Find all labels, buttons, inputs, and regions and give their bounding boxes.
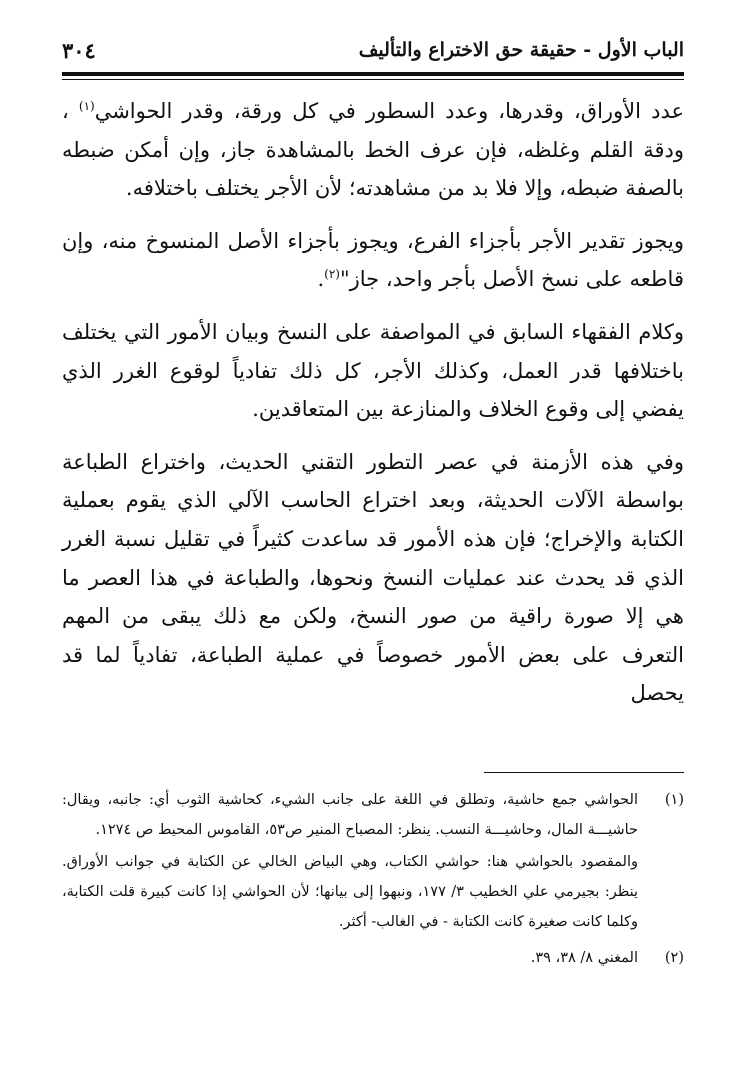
paragraph-2-text-b: . <box>317 267 325 292</box>
paragraph-1-text-b: ، ودقة القلم وغلظه، فإن عرف الخط بالمشاهدة جاز، وإن أمكن ضبطه بالصفة ضبطه، وإلا فلا بد من مشاهدته؛ لأن الأجر يختلف باختلافه. <box>62 99 684 201</box>
paragraph-2 <box>62 222 684 299</box>
footnote-ref-2[interactable]: (٢) <box>324 267 340 282</box>
running-header <box>62 28 684 72</box>
footnote-number-2: (٢) <box>664 950 684 966</box>
paragraph-2-text-a: ويجوز تقدير الأجر بأجزاء الفرع، ويجوز بأجزاء الأصل المنسوخ منه، وإن قاطعه على نسخ الأصل بأجر واحد، جاز" <box>62 228 684 292</box>
footnote-separator <box>484 772 684 773</box>
header-rule-thick <box>62 72 684 76</box>
chapter-title: الباب الأول - حقيقة حق الاختراع والتأليف <box>358 39 684 61</box>
footnote-2-text: المغني ٨/ ٣٨، ٣٩. <box>530 950 638 966</box>
footnote-2 <box>62 943 684 973</box>
paragraph-1-text-a: عدد الأوراق، وقدرها، وعدد السطور في كل ورقة، وقدر الحواشي <box>94 99 684 123</box>
footnote-ref-1[interactable]: (١) <box>78 99 95 113</box>
footnotes <box>62 785 684 973</box>
page-number: ٣٠٤ <box>62 37 96 63</box>
main-text <box>62 92 684 713</box>
header-rule-thin <box>62 79 684 80</box>
paragraph-3: وكلام الفقهاء السابق في المواصفة على النسخ وبيان الأمور التي يختلف باختلافها قدر العمل، وكذلك الأجر، كل ذلك تفادياً لوقوع الغرر الذي يفضي إلى وقوع الخلاف والمنازعة بين المتعاقدين. <box>62 319 684 422</box>
footnote-1 <box>62 785 684 937</box>
footnote-number-1: (١) <box>664 792 684 808</box>
paragraph-4: وفي هذه الأزمنة في عصر التطور التقني الحديث، واختراع الطباعة بواسطة الآلات الحديثة، وبعد اختراع الحاسب الآلي الذي يقوم بعملية الكتابة والإخراج؛ فإن هذه الأمور قد ساعدت كثيراً في تقليل نسبة الغرر الذي قد يحدث عند عمليات النسخ ونحوها، والطباعة في هذا العصر ما هي إلا صورة راقية من صور النسخ، ولكن مع ذلك يبقى من المهم التعرف على بعض الأمور خصوصاً في عملية الطباعة، تفادياً لما قد يحصل <box>62 449 684 706</box>
footnote-1-extra: والمقصود بالحواشي هنا: حواشي الكتاب، وهي البياض الخالي عن الكتابة في جوانب الأوراق. ينظر: بجيرمي علي الخطيب ٣/ ١٧٧، ونبهوا إلى بيانها؛ لأن الحواشي إذا كانت كبيرة قلت الكتابة، وكلما كانت صغيرة كانت الكتابة - في الغالب- أكثر. <box>62 854 639 930</box>
paragraph-1 <box>62 92 684 208</box>
footnote-1-text: الحواشي جمع حاشية، وتطلق في اللغة على جانب الشيء، كحاشية الثوب أي: جانبه، ويقال: حاشيـــة المال، وحاشيـــة النسب. ينظر: المصباح المنير ص٥٣، القاموس المحيط ص ١٢٧٤. <box>62 792 638 838</box>
